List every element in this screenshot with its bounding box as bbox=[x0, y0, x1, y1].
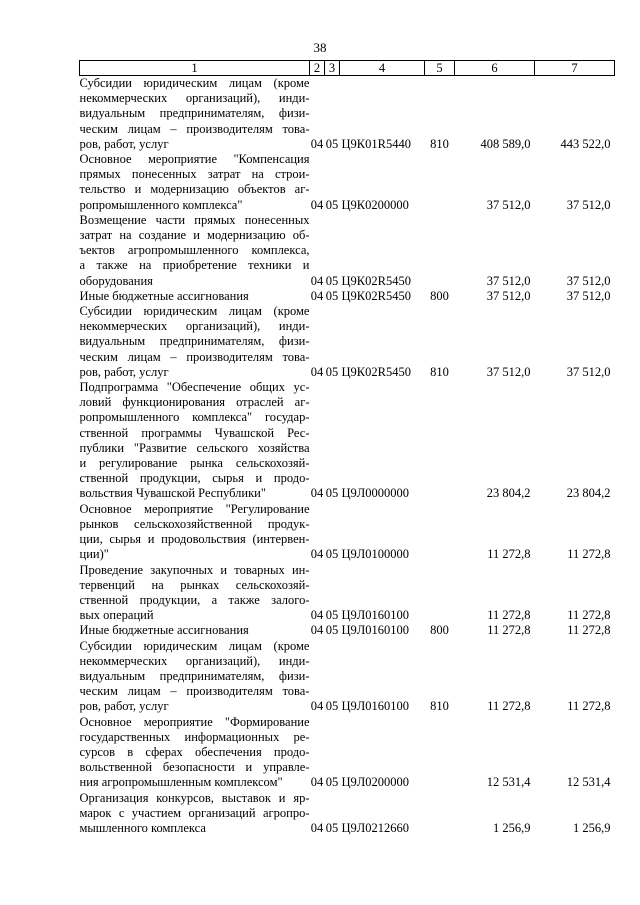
row-name-line: ния агропромышленным комплексом" bbox=[79, 775, 283, 790]
table-row bbox=[80, 639, 615, 715]
row-amount-1: 37 512,0 bbox=[486, 364, 531, 379]
row-expense-type bbox=[425, 502, 455, 563]
row-name-line: вых операций bbox=[79, 608, 154, 623]
row-name-line: Проведение закупочных и товарных ин- bbox=[79, 562, 310, 577]
row-name-line: вольствия Чувашской Республики" bbox=[79, 486, 266, 501]
row-amount-1: 1 256,9 bbox=[493, 820, 531, 835]
row-name-line: Организация конкурсов, выставок и яр- bbox=[79, 790, 310, 805]
row-name-line: ъектов агропромышленного комплекса, bbox=[79, 243, 310, 258]
row-name-line: марок с участием организаций агропро- bbox=[79, 805, 310, 820]
row-expense-type bbox=[425, 152, 455, 213]
column-header-expense-type: 5 bbox=[425, 61, 455, 76]
row-name-line: Иные бюджетные ассигнования bbox=[79, 288, 249, 303]
row-amount-2: 443 522,0 bbox=[560, 136, 611, 151]
row-section: 04 bbox=[310, 136, 324, 151]
row-name-line: ческим лицам – производителям това- bbox=[79, 121, 310, 136]
table-row bbox=[80, 502, 615, 563]
row-target-code: Ц9Л0160100 bbox=[341, 623, 410, 638]
row-amount-2: 37 512,0 bbox=[566, 273, 611, 288]
row-subsection: 05 bbox=[325, 486, 339, 501]
row-section: 04 bbox=[310, 820, 324, 835]
row-subsection: 05 bbox=[325, 288, 339, 303]
column-header-section: 2 bbox=[310, 61, 325, 76]
row-amount-1: 408 589,0 bbox=[480, 136, 531, 151]
row-section: 04 bbox=[310, 547, 324, 562]
row-target-code: Ц9К01R5440 bbox=[341, 136, 411, 151]
row-section: 04 bbox=[310, 775, 324, 790]
row-name-line: затрат на создание и модернизацию об- bbox=[79, 228, 310, 243]
row-name bbox=[80, 791, 310, 837]
row-expense-type: 810 bbox=[430, 136, 449, 151]
row-name-line: ции)" bbox=[79, 547, 109, 562]
row-name-line: тельство и модернизацию объектов аг- bbox=[79, 182, 310, 197]
row-target-code: Ц9Л0160100 bbox=[341, 699, 410, 714]
row-name-line: оборудования bbox=[79, 273, 153, 288]
row-amount-2: 11 272,8 bbox=[567, 623, 611, 638]
row-target-code: Ц9Л0000000 bbox=[341, 486, 410, 501]
row-name-line: прямых понесенных затрат на строи- bbox=[79, 167, 310, 182]
row-amount-1: 37 512,0 bbox=[486, 273, 531, 288]
row-name bbox=[80, 289, 310, 304]
row-name-line: ловий функционирования отраслей аг- bbox=[79, 395, 310, 410]
row-subsection: 05 bbox=[325, 699, 339, 714]
row-expense-type: 800 bbox=[430, 288, 449, 303]
row-name-line: и регулирование рынка сельскохозяй- bbox=[79, 456, 310, 471]
row-amount-1: 11 272,8 bbox=[487, 608, 531, 623]
row-section: 04 bbox=[310, 608, 324, 623]
row-target-code: Ц9К02R5450 bbox=[341, 273, 411, 288]
row-expense-type bbox=[425, 380, 455, 502]
table-row bbox=[80, 791, 615, 837]
row-name-line: ственной продукции, сырья и продо- bbox=[79, 471, 310, 486]
row-name bbox=[80, 152, 310, 213]
table-row bbox=[80, 563, 615, 624]
row-amount-2: 11 272,8 bbox=[567, 547, 611, 562]
table-row bbox=[80, 304, 615, 380]
row-target-code: Ц9К0200000 bbox=[341, 197, 409, 212]
row-name-line: государственных информационных ре- bbox=[79, 729, 310, 744]
row-name-line: ров, работ, услуг bbox=[79, 136, 169, 151]
row-section: 04 bbox=[310, 288, 324, 303]
page-number: 38 bbox=[313, 40, 327, 55]
row-subsection: 05 bbox=[325, 623, 339, 638]
row-expense-type: 810 bbox=[430, 699, 449, 714]
row-name bbox=[80, 639, 310, 715]
row-name-line: тервенций на рынках сельскохозяй- bbox=[79, 577, 310, 592]
row-name-line: видуальным предпринимателям, физи- bbox=[79, 334, 310, 349]
row-amount-2: 37 512,0 bbox=[566, 288, 611, 303]
row-expense-type bbox=[425, 563, 455, 624]
table-row bbox=[80, 715, 615, 791]
row-name-line: мышленного комплекса bbox=[79, 820, 206, 835]
row-name-line: некоммерческих организаций), инди- bbox=[79, 653, 310, 668]
row-amount-1: 11 272,8 bbox=[487, 623, 531, 638]
row-section: 04 bbox=[310, 197, 324, 212]
row-name bbox=[80, 380, 310, 502]
row-subsection: 05 bbox=[325, 820, 339, 835]
row-name-line: Субсидии юридическим лицам (кроме bbox=[79, 76, 310, 90]
row-amount-2: 1 256,9 bbox=[573, 820, 611, 835]
row-name bbox=[80, 715, 310, 791]
row-name-line: ческим лицам – производителям това- bbox=[79, 349, 310, 364]
row-name bbox=[80, 563, 310, 624]
table-row bbox=[80, 152, 615, 213]
row-amount-1: 11 272,8 bbox=[487, 699, 531, 714]
row-name-line: Субсидии юридическим лицам (кроме bbox=[79, 304, 310, 319]
row-name bbox=[80, 502, 310, 563]
row-amount-2: 23 804,2 bbox=[566, 486, 611, 501]
row-name-line: Основное мероприятие "Регулирование bbox=[79, 501, 310, 516]
row-name bbox=[80, 213, 310, 289]
row-amount-1: 37 512,0 bbox=[486, 197, 531, 212]
row-name-line: рынков сельскохозяйственной продук- bbox=[79, 516, 310, 531]
row-amount-1: 11 272,8 bbox=[487, 547, 531, 562]
budget-table bbox=[79, 60, 615, 836]
row-amount-2: 12 531,4 bbox=[566, 775, 611, 790]
row-name-line: ции, сырья и продовольствия (интервен- bbox=[79, 532, 310, 547]
row-name-line: сурсов в сферах обеспечения продо- bbox=[79, 744, 310, 759]
row-subsection: 05 bbox=[325, 608, 339, 623]
table-row bbox=[80, 380, 615, 502]
row-name-line: публики "Развитие сельского хозяйства bbox=[79, 440, 310, 455]
row-name bbox=[80, 304, 310, 380]
column-header-amount-1: 6 bbox=[455, 61, 535, 76]
row-target-code: Ц9Л0100000 bbox=[341, 547, 410, 562]
row-amount-2: 11 272,8 bbox=[567, 608, 611, 623]
table-header bbox=[80, 61, 615, 76]
row-name-line: ственной программы Чувашской Рес- bbox=[79, 425, 310, 440]
row-name bbox=[80, 76, 310, 153]
row-expense-type bbox=[425, 213, 455, 289]
row-name-line: Основное мероприятие "Формирование bbox=[79, 714, 310, 729]
row-name-line: а также на приобретение техники и bbox=[79, 258, 310, 273]
row-name-line: Субсидии юридическим лицам (кроме bbox=[79, 638, 310, 653]
row-name-line: видуальным предпринимателям, физи- bbox=[79, 668, 310, 683]
row-section: 04 bbox=[310, 273, 324, 288]
table-row bbox=[80, 213, 615, 289]
row-target-code: Ц9К02R5450 bbox=[341, 364, 411, 379]
row-amount-1: 37 512,0 bbox=[486, 288, 531, 303]
table-row bbox=[80, 289, 615, 304]
row-name-line: ров, работ, услуг bbox=[79, 364, 169, 379]
table-body bbox=[80, 76, 615, 837]
row-name-line: Иные бюджетные ассигнования bbox=[79, 623, 249, 638]
row-expense-type: 810 bbox=[430, 364, 449, 379]
row-expense-type bbox=[425, 791, 455, 837]
row-name-line: ропромышленного комплекса" bbox=[79, 197, 243, 212]
row-subsection: 05 bbox=[325, 547, 339, 562]
row-target-code: Ц9Л0160100 bbox=[341, 608, 410, 623]
row-name-line: ропромышленного комплекса" государ- bbox=[79, 410, 310, 425]
row-amount-2: 37 512,0 bbox=[566, 197, 611, 212]
column-header-subsection: 3 bbox=[325, 61, 340, 76]
row-expense-type: 800 bbox=[430, 623, 449, 638]
row-name-line: вольственной безопасности и управле- bbox=[79, 760, 310, 775]
row-amount-2: 11 272,8 bbox=[567, 699, 611, 714]
row-name-line: некоммерческих организаций), инди- bbox=[79, 319, 310, 334]
row-amount-2: 37 512,0 bbox=[566, 364, 611, 379]
row-amount-1: 12 531,4 bbox=[486, 775, 531, 790]
row-expense-type bbox=[425, 715, 455, 791]
row-name-line: ственной продукции, а также залого- bbox=[79, 592, 310, 607]
row-subsection: 05 bbox=[325, 364, 339, 379]
row-name-line: Подпрограмма "Обеспечение общих ус- bbox=[79, 380, 310, 395]
column-header-amount-2: 7 bbox=[535, 61, 615, 76]
row-name-line: Возмещение части прямых понесенных bbox=[79, 212, 310, 227]
row-name-line: видуальным предпринимателям, физи- bbox=[79, 106, 310, 121]
row-target-code: Ц9К02R5450 bbox=[341, 288, 411, 303]
row-section: 04 bbox=[310, 699, 324, 714]
row-section: 04 bbox=[310, 364, 324, 379]
row-subsection: 05 bbox=[325, 197, 339, 212]
row-name-line: ров, работ, услуг bbox=[79, 699, 169, 714]
row-target-code: Ц9Л0200000 bbox=[341, 775, 410, 790]
column-header-target-code: 4 bbox=[340, 61, 425, 76]
table-row bbox=[80, 76, 615, 153]
row-subsection: 05 bbox=[325, 136, 339, 151]
row-target-code: Ц9Л0212660 bbox=[341, 820, 410, 835]
row-name-line: некоммерческих организаций), инди- bbox=[79, 91, 310, 106]
row-section: 04 bbox=[310, 623, 324, 638]
row-name bbox=[80, 623, 310, 638]
table-row bbox=[80, 623, 615, 638]
row-amount-1: 23 804,2 bbox=[486, 486, 531, 501]
row-name-line: Основное мероприятие "Компенсация bbox=[79, 152, 310, 167]
row-subsection: 05 bbox=[325, 273, 339, 288]
row-subsection: 05 bbox=[325, 775, 339, 790]
row-name-line: ческим лицам – производителям това- bbox=[79, 684, 310, 699]
row-section: 04 bbox=[310, 486, 324, 501]
column-header-name: 1 bbox=[80, 61, 310, 76]
